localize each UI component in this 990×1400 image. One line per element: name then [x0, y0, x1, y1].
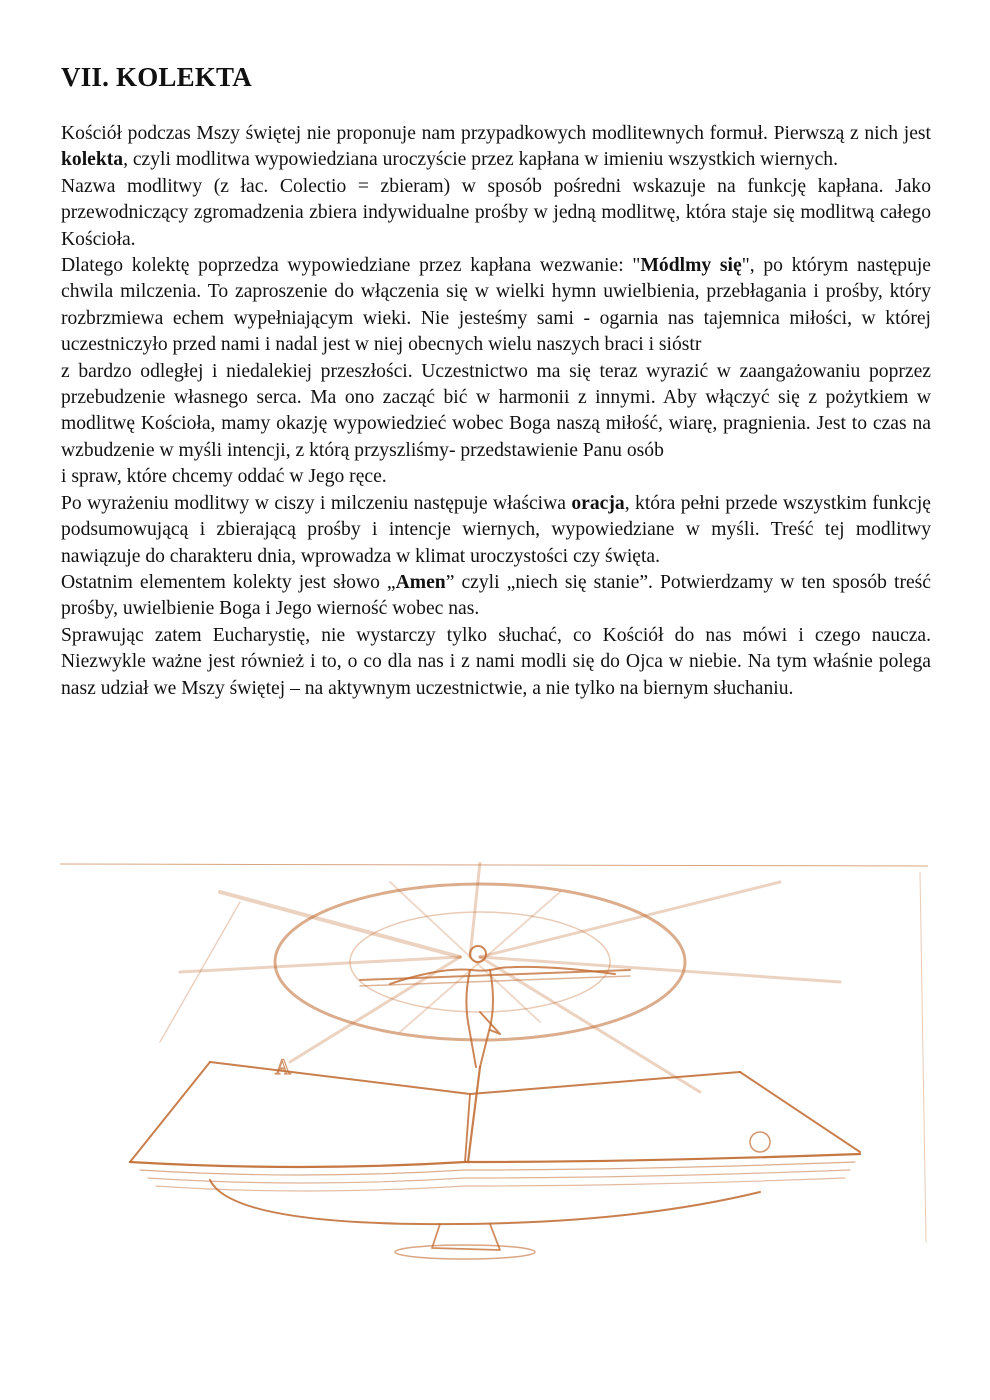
- term-amen: Amen: [395, 571, 446, 593]
- paragraph-offering: i spraw, które chcemy oddać w Jego ręce.: [61, 466, 387, 488]
- term-kolekta: kolekta: [61, 149, 124, 171]
- paragraph-participation: z bardzo odległej i niedalekiej przeszłości. Uczestnictwo ma się teraz wyrazić w zaangażowaniu poprzez przebudzenie własnego serca. Ma ono zacząć bić w harmonii z innymi. Aby włączyć się z pożytkiem w modlitwę Kościoła, mamy okazję wypowiedzieć wobec Boga naszą miłość, wiarę, pragnienia. Jest to czas na wzbudzenie w myśli intencji, z którą przyszliśmy- przedstawienie Panu osób: [61, 360, 931, 461]
- term-oracja: oracja: [571, 492, 625, 514]
- paragraph-name-meaning: Nazwa modlitwy (z łac. Colectio = zbieram) w sposób pośredni wskazuje na funkcję kapłana. Jako przewodniczący zgromadzenia zbiera indywidualne prośby w jedną modlitwę, która staje się modlitwą całego Kościoła.: [61, 175, 931, 250]
- paragraph-conclusion: Sprawując zatem Eucharystię, nie wystarczy tylko słuchać, co Kościół do nas mówi i czego naucza. Niezwykle ważne jest również i to, o co dla nas i z nami modli się do Ojca w niebie. Na tym właśnie polega nasz udział we Mszy świętej – na aktywnym uczestnictwie, a nie tylko na biernym słuchaniu.: [61, 624, 931, 699]
- book-letter-glyph: A: [275, 1054, 291, 1079]
- body-text: [61, 121, 931, 702]
- paragraph-intro: Kościół podczas Mszy świętej nie proponuje nam przypadkowych modlitewnych formuł. Pierwszą z nich jest kolekta, czyli modlitwa wypowiedziana uroczyście przez kapłana w imieniu wszystkich wiernych.: [61, 123, 931, 171]
- paragraph-invitation: Dlatego kolektę poprzedza wypowiedziane przez kapłana wezwanie: "Módlmy się", po którym następuje chwila milczenia. To zaproszenie do włączenia się w wielki hymn uwielbienia, przebłagania i prośby, który rozbrzmiewa echem wypełniającym wieki. Nie jesteśmy sami - ogarnia nas tajemnica miłości, w której uczestniczyło przed nami i nadal jest w niej obecnych wielu naszych braci i sióstr: [61, 255, 932, 356]
- page-title: VII. KOLEKTA: [61, 62, 252, 92]
- illustration-svg: [60, 862, 928, 1262]
- crucifix-book-illustration: [60, 862, 928, 1262]
- paragraph-amen: Ostatnim elementem kolekty jest słowo „Amen” czyli „niech się stanie”. Potwierdzamy w ten sposób treść prośby, uwielbienie Boga i Jego wierność wobec nas.: [61, 571, 931, 620]
- paragraph-oracja: Po wyrażeniu modlitwy w ciszy i milczeniu następuje właściwa oracja, która pełni przede wszystkim funkcję podsumowującą i zbierającą prośby i intencje wiernych, wypowiedziane w myśli. Treść tej modlitwy nawiązuje do charakteru dnia, wprowadza w klimat uroczystości czy święta.: [61, 492, 932, 567]
- sketch-strokes: [60, 862, 928, 1259]
- term-modlmy-sie: Módlmy się: [640, 255, 742, 277]
